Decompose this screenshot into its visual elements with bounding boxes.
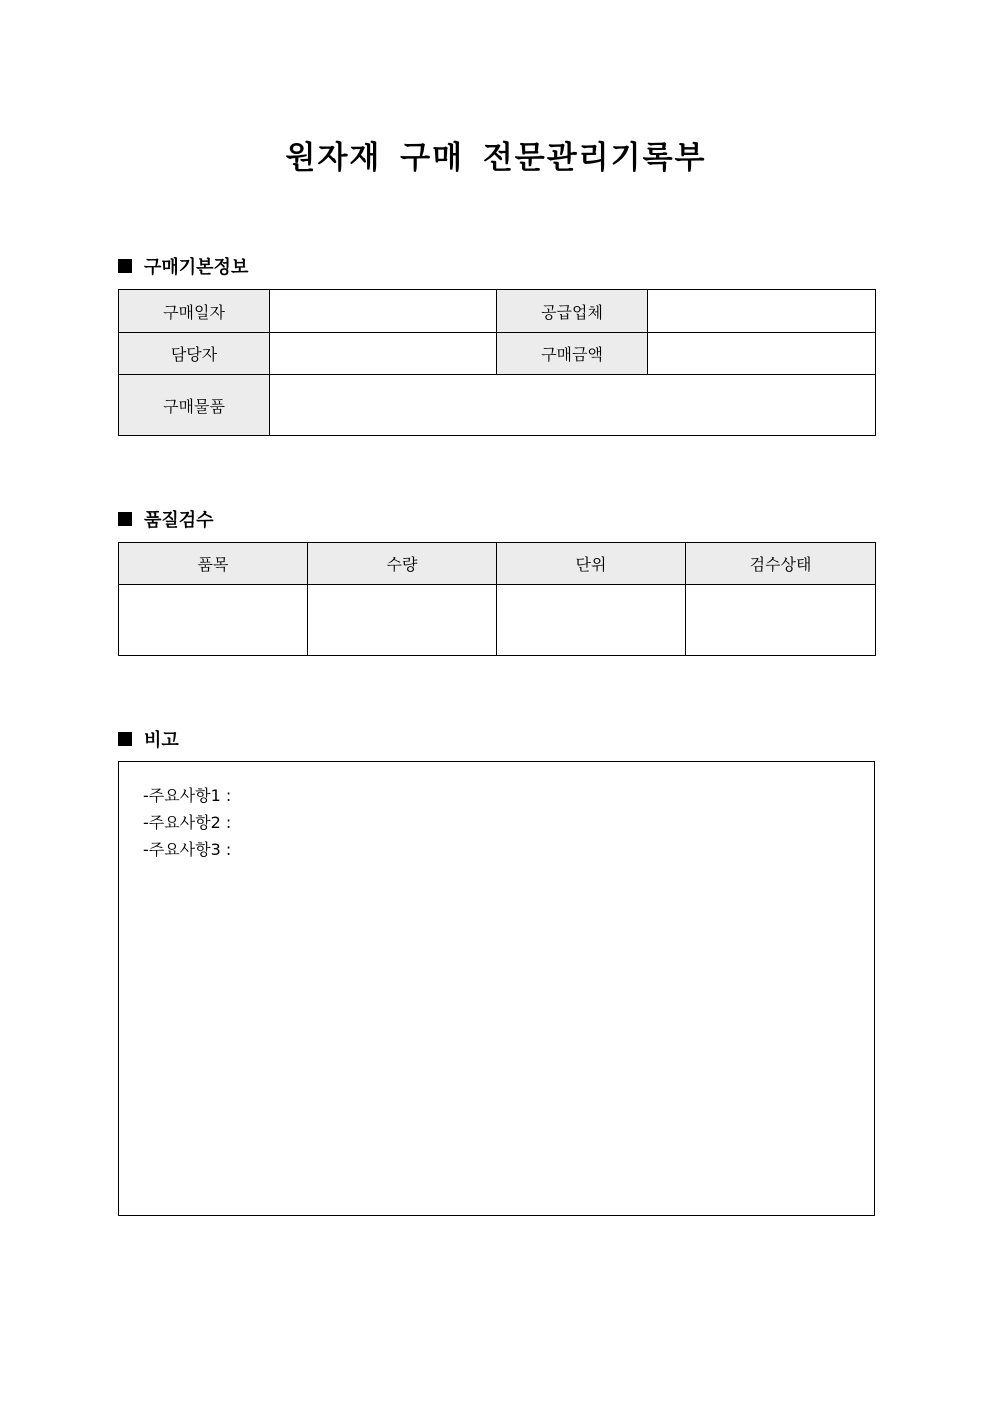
remark-line-1: -주요사항1 : — [143, 786, 232, 805]
status-cell[interactable] — [686, 585, 876, 656]
column-header-status: 검수상태 — [686, 543, 876, 585]
column-header-unit: 단위 — [497, 543, 686, 585]
remarks-heading-label: 비고 — [144, 730, 179, 751]
square-bullet-icon — [118, 259, 132, 273]
inspection-heading-label: 품질검수 — [144, 510, 214, 531]
table-row — [119, 333, 876, 375]
remarks-list — [143, 782, 231, 863]
purchase-date-label: 구매일자 — [119, 290, 270, 333]
table-row — [119, 290, 876, 333]
item-cell[interactable] — [119, 585, 308, 656]
table-header-row — [119, 543, 876, 585]
inspection-table — [118, 542, 876, 656]
table-row — [119, 585, 876, 656]
purchase-items-field[interactable] — [270, 375, 876, 436]
amount-field[interactable] — [648, 333, 876, 375]
column-header-item: 품목 — [119, 543, 308, 585]
purchase-date-field[interactable] — [270, 290, 497, 333]
document-title: 원자재 구매 전문관리기록부 — [285, 140, 707, 176]
basic-info-heading — [118, 253, 248, 279]
basic-info-heading-label: 구매기본정보 — [144, 257, 249, 278]
purchase-items-label: 구매물품 — [119, 375, 270, 436]
square-bullet-icon — [118, 732, 132, 746]
manager-label: 담당자 — [119, 333, 270, 375]
basic-info-table — [118, 289, 876, 436]
remarks-heading — [118, 726, 179, 752]
supplier-field[interactable] — [648, 290, 876, 333]
column-header-quantity: 수량 — [308, 543, 497, 585]
remark-line-3: -주요사항3 : — [143, 840, 232, 859]
unit-cell[interactable] — [497, 585, 686, 656]
square-bullet-icon — [118, 512, 132, 526]
table-row — [119, 375, 876, 436]
inspection-heading — [118, 506, 214, 532]
remark-line-2: -주요사항2 : — [143, 813, 232, 832]
amount-label: 구매금액 — [497, 333, 648, 375]
supplier-label: 공급업체 — [497, 290, 648, 333]
quantity-cell[interactable] — [308, 585, 497, 656]
manager-field[interactable] — [270, 333, 497, 375]
remarks-box[interactable] — [118, 761, 875, 1216]
